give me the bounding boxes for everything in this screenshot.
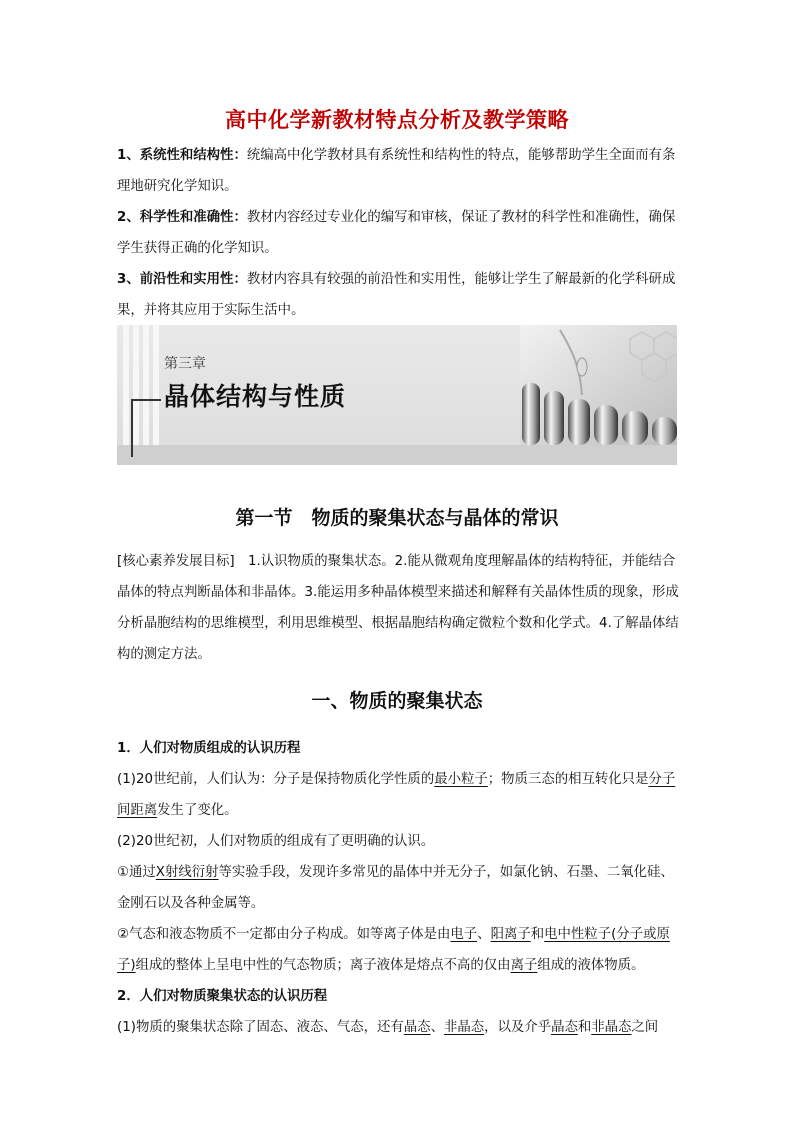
core-goals: [117, 546, 682, 670]
feature-item-1: [117, 140, 682, 202]
paragraph-2: (2)20世纪初，人们对物质的组成有了更明确的认识。: [117, 834, 435, 849]
chapter-number: 第三章: [164, 356, 206, 372]
blank-answer: 非晶态: [591, 1020, 632, 1035]
feature-text: 教材内容具有较强的前沿性和实用性，能够让学生了解最新的化学科研成果，并将其应用于实际生活中。: [117, 272, 676, 318]
blank-answer: X射线衍射: [155, 865, 219, 880]
subheading-1: 1．人们对物质组成的认识历程: [117, 741, 301, 756]
blank-answer: 电中性粒子(分子或原子): [117, 927, 670, 973]
paragraph-4: ②气态和液态物质不一定都由分子构成。如等离子体是由电子、阳离子和电中性粒子(分子或原子)组成的整体上呈电中性的气态物质；离子液体是熔点不高的仅由离子组成的液体物质。: [117, 927, 670, 973]
banner-bottom-band: [117, 445, 677, 465]
goals-label: [核心素养发展目标]: [117, 554, 235, 569]
blank-answer: 晶态: [403, 1020, 431, 1035]
banner-stripes: [123, 325, 163, 465]
feature-label: 1、系统性和结构性：: [117, 148, 247, 163]
goals-text: 1.认识物质的聚集状态。2.能从微观角度理解晶体的结构特征，并能结合晶体的特点判断晶体和非晶体。3.能运用多种晶体模型来描述和解释有关晶体性质的现象，形成分析晶胞结构的思维模型，利用思维模型、根据晶胞结构确定微粒个数和化学式。4.了解晶体结构的测定方法。: [117, 554, 679, 662]
banner-bracket: [131, 399, 161, 401]
feature-item-3: [117, 264, 682, 326]
paragraph-3: ①通过X射线衍射等实验手段，发现许多常见的晶体中并无分子，如氯化钠、石墨、二氧化硅、金刚石以及各种金属等。: [117, 865, 674, 911]
feature-label: 2、科学性和准确性：: [117, 210, 247, 225]
paragraph-5: (1)物质的聚集状态除了固态、液态、气态，还有晶态、非晶态，以及介乎晶态和非晶态之间: [117, 1020, 659, 1035]
test-tubes-image: [520, 325, 677, 445]
feature-item-2: [117, 202, 682, 264]
blank-answer: 分子间距离: [117, 772, 676, 818]
paragraph-1: (1)20世纪前，人们认为：分子是保持物质化学性质的最小粒子；物质三态的相互转化只是分子间距离发生了变化。: [117, 772, 676, 818]
blank-answer: 晶态: [551, 1020, 578, 1035]
heading-aggregation-states: 一、物质的聚集状态: [311, 690, 483, 712]
blank-answer: 最小粒子: [434, 772, 488, 787]
blank-answer: 阳离子: [490, 927, 531, 942]
document-title: 高中化学新教材特点分析及教学策略: [225, 108, 569, 132]
blank-answer: 电子: [450, 927, 478, 942]
feature-text: 统编高中化学教材具有系统性和结构性的特点，能够帮助学生全面而有条理地研究化学知识。: [117, 148, 676, 194]
section-title: 第一节 物质的聚集状态与晶体的常识: [235, 507, 559, 529]
blank-answer: 离子: [510, 958, 538, 973]
feature-text: 教材内容经过专业化的编写和审核，保证了教材的科学性和准确性，确保学生获得正确的化学知识。: [117, 210, 676, 256]
feature-label: 3、前沿性和实用性：: [117, 272, 247, 287]
blank-answer: 非晶态: [443, 1020, 485, 1035]
subheading-2: 2．人们对物质聚集状态的认识历程: [117, 989, 328, 1004]
chapter-title: 晶体结构与性质: [164, 382, 347, 411]
banner-bracket: [131, 399, 133, 457]
chapter-banner: [117, 325, 677, 465]
